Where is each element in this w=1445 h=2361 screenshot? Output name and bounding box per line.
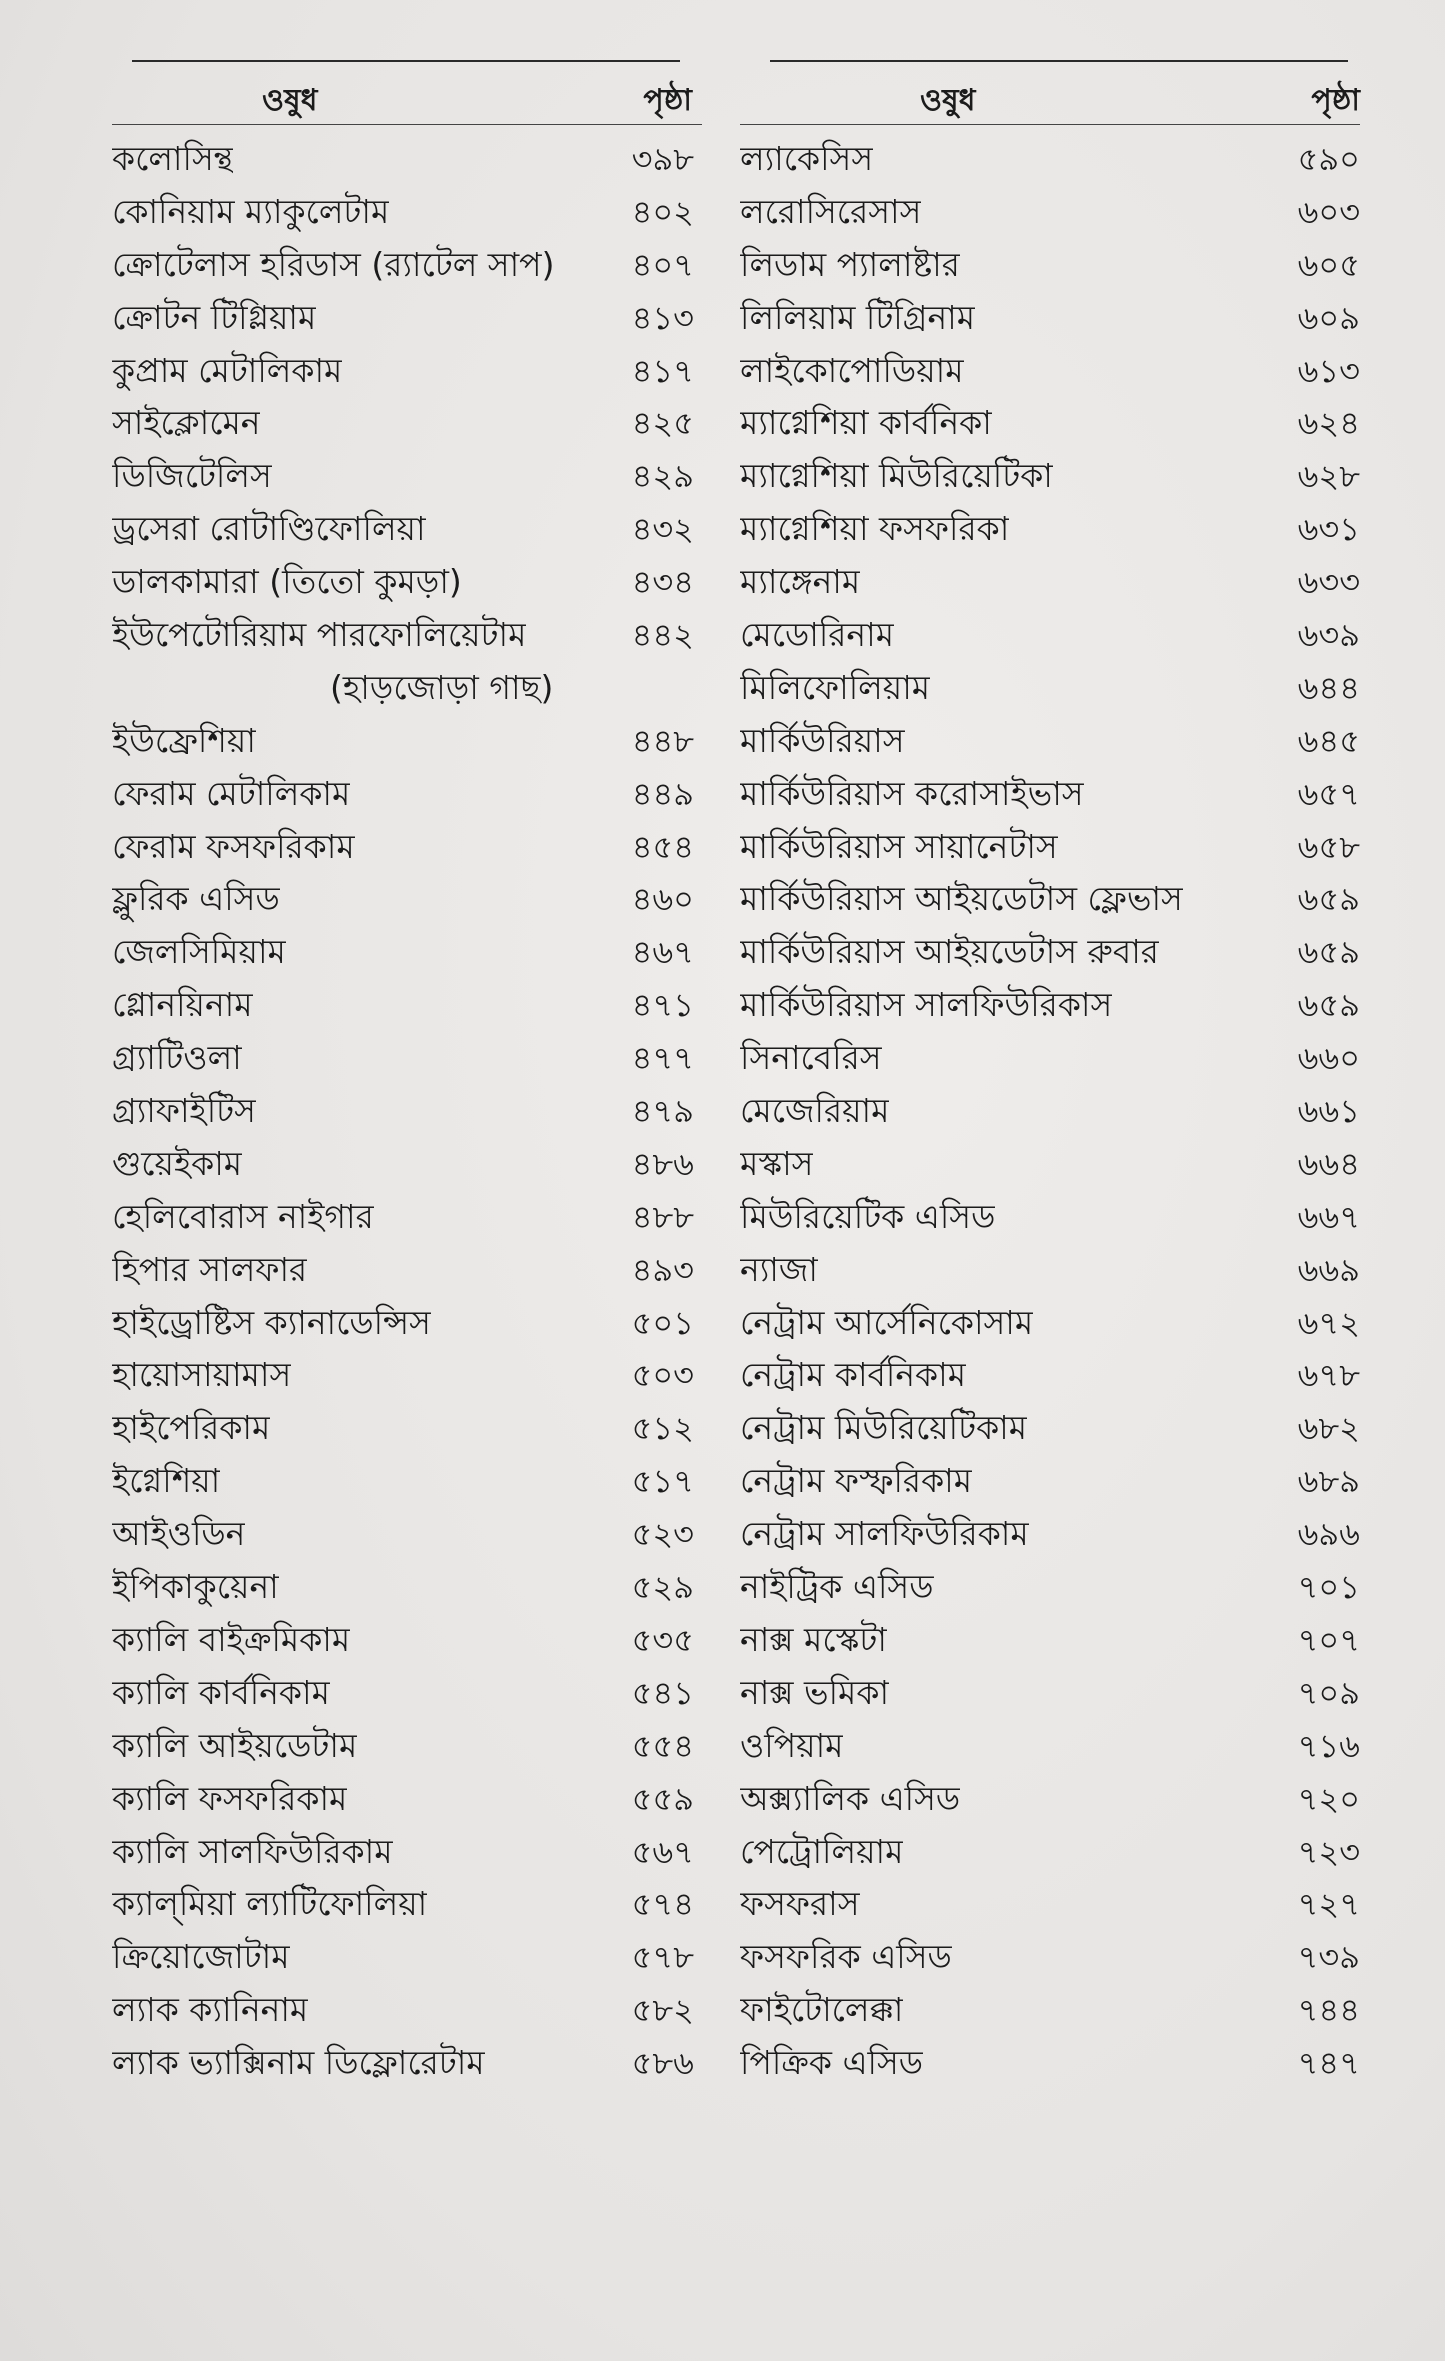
medicine-header: ওষুধ: [262, 83, 318, 118]
page-number: ৬২৮: [1297, 457, 1360, 496]
index-entry: [112, 1720, 702, 1773]
top-rule: [770, 60, 1348, 62]
page-number: ৪৩৪: [631, 563, 694, 602]
medicine-name: ইপিকাকুয়েনা: [112, 1567, 279, 1607]
index-entry: [740, 979, 1360, 1032]
medicine-name: মার্কিউরিয়াস আইয়ডেটাস ফ্লেভাস: [740, 879, 1183, 919]
page-number: ৫৮২: [631, 1991, 694, 2030]
page-number: ৬৫৮: [1297, 827, 1360, 866]
entry-list: [112, 133, 702, 2090]
header-rule: [112, 124, 702, 125]
page-number: ৭২৭: [1297, 1885, 1360, 1924]
medicine-name: ক্যালি কার্বনিকাম: [112, 1672, 330, 1712]
page-number: ৫৭৪: [631, 1885, 694, 1924]
index-entry: [112, 1138, 702, 1191]
index-entry: [740, 1508, 1360, 1561]
page-number: ৬০৩: [1297, 192, 1360, 231]
medicine-name: হাইড্রোষ্টিস ক্যানাডেন্সিস: [112, 1302, 431, 1342]
page-number: ৬৬১: [1297, 1092, 1360, 1131]
page-number: ৪২৯: [631, 457, 694, 496]
index-entry: [112, 1191, 702, 1244]
page-number: ৬৩৩: [1297, 563, 1360, 602]
medicine-name: মিলিফোলিয়াম: [740, 667, 931, 707]
medicine-name: ডিজিটেলিস: [112, 456, 272, 496]
medicine-name: ফসফরিক এসিড: [740, 1937, 952, 1977]
medicine-name: নেট্রাম মিউরিয়েটিকাম: [740, 1408, 1028, 1448]
page-number: ৭৩৯: [1297, 1938, 1360, 1977]
index-entry: [740, 1085, 1360, 1138]
index-entry: [112, 1773, 702, 1826]
medicine-name: কুপ্রাম মেটালিকাম: [112, 350, 343, 390]
page-header: পৃষ্ঠা: [1311, 83, 1360, 118]
index-entry: [740, 239, 1360, 292]
medicine-name: মেজেরিয়াম: [740, 1091, 890, 1131]
medicine-name: গ্লোনয়িনাম: [112, 985, 253, 1025]
page-number: ৪৪৮: [631, 721, 694, 760]
index-entry: [740, 556, 1360, 609]
page-number: ৫১২: [631, 1409, 694, 1448]
page-number: ৬৬০: [1297, 1039, 1360, 1078]
page-number: ৩৯৮: [631, 140, 694, 178]
index-entry: [112, 926, 702, 979]
page-number: ৪৪২: [631, 616, 694, 655]
page-number: ৭২০: [1297, 1779, 1360, 1818]
medicine-name: ক্যালি ফসফরিকাম: [112, 1778, 348, 1818]
index-entry: [112, 450, 702, 503]
page-number: ৬৪৪: [1297, 668, 1360, 707]
index-entry: [112, 2037, 702, 2090]
index-entry: [740, 873, 1360, 926]
index-entry: [112, 1349, 702, 1402]
medicine-name: ক্রিয়োজোটাম: [112, 1937, 290, 1977]
page-number: ৪৭৭: [631, 1039, 694, 1078]
medicine-name: মার্কিউরিয়াস আইয়ডেটাস রুবার: [740, 932, 1159, 972]
index-entry: [112, 1931, 702, 1984]
page-number: ৪৭৯: [631, 1092, 694, 1131]
page-number: ৬৩৯: [1297, 616, 1360, 655]
page-number: ৬৪৫: [1297, 721, 1360, 760]
page-number: ৪৫৪: [631, 827, 694, 866]
medicine-name: ফ্লুরিক এসিড: [112, 879, 280, 919]
medicine-name: (হাড়জোড়া গাছ): [330, 667, 554, 707]
index-entry: [740, 715, 1360, 768]
medicine-name: লিডাম প্যালাষ্টার: [740, 244, 960, 284]
index-entry: [740, 768, 1360, 821]
index-entry: [740, 292, 1360, 345]
index-entry: [112, 556, 702, 609]
page-number: ৭৪৭: [1297, 2044, 1360, 2083]
index-entry: [740, 397, 1360, 450]
page-number: ৬৩১: [1297, 510, 1360, 549]
page-number: ৫৯০: [1297, 140, 1360, 178]
index-entry: [112, 1508, 702, 1561]
index-entry: [740, 186, 1360, 239]
medicine-name: নেট্রাম আর্সেনিকোসাম: [740, 1302, 1034, 1342]
page-number: ৬৮২: [1297, 1409, 1360, 1448]
index-entry: [112, 1826, 702, 1879]
index-entry: [740, 662, 1360, 715]
index-entry: [112, 715, 702, 768]
index-entry: [112, 1455, 702, 1508]
medicine-name: সাইক্লোমেন: [112, 403, 261, 443]
page-number: ৪৬০: [631, 880, 694, 919]
medicine-name: ম্যাঙ্গেনাম: [740, 562, 861, 602]
medicine-name: মেডোরিনাম: [740, 615, 895, 655]
page-number: ৭০৭: [1297, 1620, 1360, 1659]
index-entry: [740, 1297, 1360, 1350]
page-number: ৫৭৮: [631, 1938, 694, 1977]
medicine-name: হেলিবোরাস নাইগার: [112, 1196, 374, 1236]
column-header: [112, 76, 702, 120]
medicine-name: গ্র্যাফাইটিস: [112, 1091, 256, 1131]
index-entry: [740, 1138, 1360, 1191]
medicine-name: গুয়েইকাম: [112, 1143, 243, 1183]
index-entry: [740, 1826, 1360, 1879]
page-number: ৪৭১: [631, 986, 694, 1025]
page-number: ৬৫৯: [1297, 880, 1360, 919]
index-entry: [112, 345, 702, 398]
page-number: ৫৫৯: [631, 1779, 694, 1818]
medicine-name: ল্যাক ক্যানিনাম: [112, 1990, 309, 2030]
medicine-name: ক্যালি বাইক্রমিকাম: [112, 1619, 351, 1659]
index-entry: [740, 1720, 1360, 1773]
right-index-column: [740, 60, 1360, 2090]
page-number: ৬০৯: [1297, 298, 1360, 337]
medicine-name: নেট্রাম কার্বনিকাম: [740, 1355, 967, 1395]
medicine-name: ডালকামারা (তিতো কুমড়া): [112, 562, 462, 602]
page-number: ৪০২: [631, 192, 694, 231]
page-number: ৭১৬: [1297, 1726, 1360, 1765]
page-number: ৬৫৯: [1297, 933, 1360, 972]
page-number: ৫৪১: [631, 1673, 694, 1712]
medicine-name: সিনাবেরিস: [740, 1038, 882, 1078]
page-number: ৫৬৭: [631, 1832, 694, 1871]
medicine-name: নেট্রাম ফস্ফরিকাম: [740, 1461, 973, 1501]
page-number: ৬৫৭: [1297, 774, 1360, 813]
page-number: ৪০৭: [631, 245, 694, 284]
medicine-name: অক্স্যালিক এসিড: [740, 1778, 961, 1818]
index-entry: [740, 345, 1360, 398]
index-entry: [740, 1878, 1360, 1931]
medicine-name: মার্কিউরিয়াস সালফিউরিকাস: [740, 985, 1113, 1025]
index-entry: [740, 926, 1360, 979]
medicine-name: লিলিয়াম টিগ্রিনাম: [740, 297, 976, 337]
page-number: ৫১৭: [631, 1462, 694, 1501]
index-entry: [740, 1455, 1360, 1508]
medicine-name: ইউফ্রেশিয়া: [112, 720, 256, 760]
page-number: ৬৬৪: [1297, 1144, 1360, 1183]
page-number: ৫০১: [631, 1303, 694, 1342]
medicine-name: লরোসিরেসাস: [740, 191, 922, 231]
index-entry: [112, 1614, 702, 1667]
page-header: পৃষ্ঠা: [643, 83, 692, 118]
index-entry: [740, 1349, 1360, 1402]
index-entry: [112, 133, 702, 186]
index-entry: [740, 1667, 1360, 1720]
index-entry: [112, 397, 702, 450]
medicine-name: মার্কিউরিয়াস করোসাইভাস: [740, 773, 1084, 813]
index-entry: [740, 133, 1360, 186]
medicine-name: মিউরিয়েটিক এসিড: [740, 1196, 996, 1236]
medicine-name: ফাইটোলেক্কা: [740, 1990, 904, 2030]
medicine-name: হিপার সালফার: [112, 1249, 308, 1289]
medicine-name: ক্রোটেলাস হরিডাস (র‍্যাটেল সাপ): [112, 244, 555, 284]
medicine-name: পিক্রিক এসিড: [740, 2043, 924, 2083]
index-entry: [112, 873, 702, 926]
page-number: ৭০৯: [1297, 1673, 1360, 1712]
page-number: ৪৩২: [631, 510, 694, 549]
page-number: ৬৬৭: [1297, 1197, 1360, 1236]
medicine-name: ফেরাম মেটালিকাম: [112, 773, 351, 813]
page-number: ৫০৩: [631, 1356, 694, 1395]
medicine-name: হাইপেরিকাম: [112, 1408, 271, 1448]
page-number: ৬৫৯: [1297, 986, 1360, 1025]
index-entry: [740, 609, 1360, 662]
index-entry: [740, 1561, 1360, 1614]
header-rule: [740, 124, 1360, 125]
medicine-name: ল্যাকেসিস: [740, 139, 874, 178]
page-number: ৬৭৮: [1297, 1356, 1360, 1395]
medicine-name: ম্যাগ্নেশিয়া কার্বনিকা: [740, 403, 992, 443]
medicine-name: ন্যাজা: [740, 1249, 818, 1289]
index-entry: [740, 1931, 1360, 1984]
page-number: ৫৮৬: [631, 2044, 694, 2083]
index-entry: [740, 1191, 1360, 1244]
index-entry: [740, 821, 1360, 874]
index-entry: [740, 450, 1360, 503]
page-number: ৬৯৬: [1297, 1515, 1360, 1554]
index-entry: [112, 979, 702, 1032]
medicine-name: ফসফরাস: [740, 1884, 860, 1924]
medicine-name: ল্যাক ভ্যাক্সিনাম ডিফ্লোরেটাম: [112, 2043, 485, 2083]
index-entry: [112, 1878, 702, 1931]
medicine-name: জেলসিমিয়াম: [112, 932, 286, 972]
page-number: ৪৪৯: [631, 774, 694, 813]
index-entry: [112, 662, 702, 715]
page-number: ৫৩৫: [631, 1620, 694, 1659]
index-entry: [740, 2037, 1360, 2090]
index-entry: [112, 1667, 702, 1720]
medicine-name: ক্যালি আইয়ডেটাম: [112, 1725, 358, 1765]
index-entry: [112, 1085, 702, 1138]
medicine-header: ওষুধ: [920, 83, 976, 118]
page-number: ৫২৯: [631, 1568, 694, 1607]
medicine-name: ফেরাম ফসফরিকাম: [112, 826, 355, 866]
index-entry: [112, 1402, 702, 1455]
medicine-name: নাইট্রিক এসিড: [740, 1567, 934, 1607]
page-number: ৬১৩: [1297, 351, 1360, 390]
index-entry: [740, 1614, 1360, 1667]
index-entry: [112, 292, 702, 345]
medicine-name: নাক্স ভমিকা: [740, 1672, 890, 1712]
medicine-name: নাক্স মস্কেটা: [740, 1619, 887, 1659]
medicine-name: নেট্রাম সালফিউরিকাম: [740, 1514, 1029, 1554]
index-entry: [740, 1244, 1360, 1297]
index-entry: [740, 1402, 1360, 1455]
index-entry: [112, 1297, 702, 1350]
medicine-name: মার্কিউরিয়াস সায়ানেটাস: [740, 826, 1058, 866]
page-number: ৪১৭: [631, 351, 694, 390]
medicine-name: ক্যালি সালফিউরিকাম: [112, 1831, 393, 1871]
medicine-name: আইওডিন: [112, 1514, 246, 1554]
page-number: ৭০১: [1297, 1568, 1360, 1607]
medicine-name: ড্রসেরা রোটাণ্ডিফোলিয়া: [112, 509, 426, 549]
page-number: ৪৯৩: [631, 1250, 694, 1289]
left-index-column: [112, 60, 702, 2090]
page-number: ৬৭২: [1297, 1303, 1360, 1342]
medicine-name: কলোসিন্থ: [112, 139, 234, 178]
page-number: ৪৮৬: [631, 1144, 694, 1183]
page-number: ৬০৫: [1297, 245, 1360, 284]
entry-list: [740, 133, 1360, 2090]
medicine-name: লাইকোপোডিয়াম: [740, 350, 964, 390]
index-entry: [112, 503, 702, 556]
medicine-name: ম্যাগ্নেশিয়া ফসফরিকা: [740, 509, 1010, 549]
page-number: ৫৫৪: [631, 1726, 694, 1765]
index-entry: [112, 609, 702, 662]
page-number: ৭২৩: [1297, 1832, 1360, 1871]
top-rule: [132, 60, 680, 62]
page-number: ৪১৩: [631, 298, 694, 337]
index-entry: [112, 1032, 702, 1085]
index-entry: [112, 1984, 702, 2037]
index-entry: [112, 239, 702, 292]
medicine-name: মস্কাস: [740, 1143, 814, 1183]
medicine-name: ম্যাগ্নেশিয়া মিউরিয়েটিকা: [740, 456, 1053, 496]
index-entry: [112, 1244, 702, 1297]
page-number: ৬৮৯: [1297, 1462, 1360, 1501]
medicine-name: কোনিয়াম ম্যাকুলেটাম: [112, 191, 390, 231]
page-number: ৫২৩: [631, 1515, 694, 1554]
index-entry: [740, 1984, 1360, 2037]
medicine-name: ওপিয়াম: [740, 1725, 844, 1765]
index-entry: [740, 1773, 1360, 1826]
index-entry: [740, 503, 1360, 556]
index-entry: [740, 1032, 1360, 1085]
medicine-name: ইউপেটোরিয়াম পারফোলিয়েটাম: [112, 615, 527, 655]
medicine-name: ইগ্নেশিয়া: [112, 1461, 221, 1501]
page-number: ৪৬৭: [631, 933, 694, 972]
index-entry: [112, 768, 702, 821]
page-number: ৬৬৯: [1297, 1250, 1360, 1289]
medicine-name: হায়োসায়ামাস: [112, 1355, 292, 1395]
index-entry: [112, 1561, 702, 1614]
page-number: ৪৮৮: [631, 1197, 694, 1236]
page-number: ৬২৪: [1297, 404, 1360, 443]
medicine-name: ক্রোটন টিগ্লিয়াম: [112, 297, 317, 337]
index-entry: [112, 821, 702, 874]
column-header: [740, 76, 1360, 120]
medicine-name: মার্কিউরিয়াস: [740, 720, 905, 760]
page-number: ৪২৫: [631, 404, 694, 443]
medicine-name: ক্যাল্‌মিয়া ল্যাটিফোলিয়া: [112, 1884, 428, 1924]
medicine-name: গ্র্যাটিওলা: [112, 1038, 242, 1078]
index-entry: [112, 186, 702, 239]
page-number: ৭৪৪: [1297, 1991, 1360, 2030]
medicine-name: পেট্রোলিয়াম: [740, 1831, 904, 1871]
